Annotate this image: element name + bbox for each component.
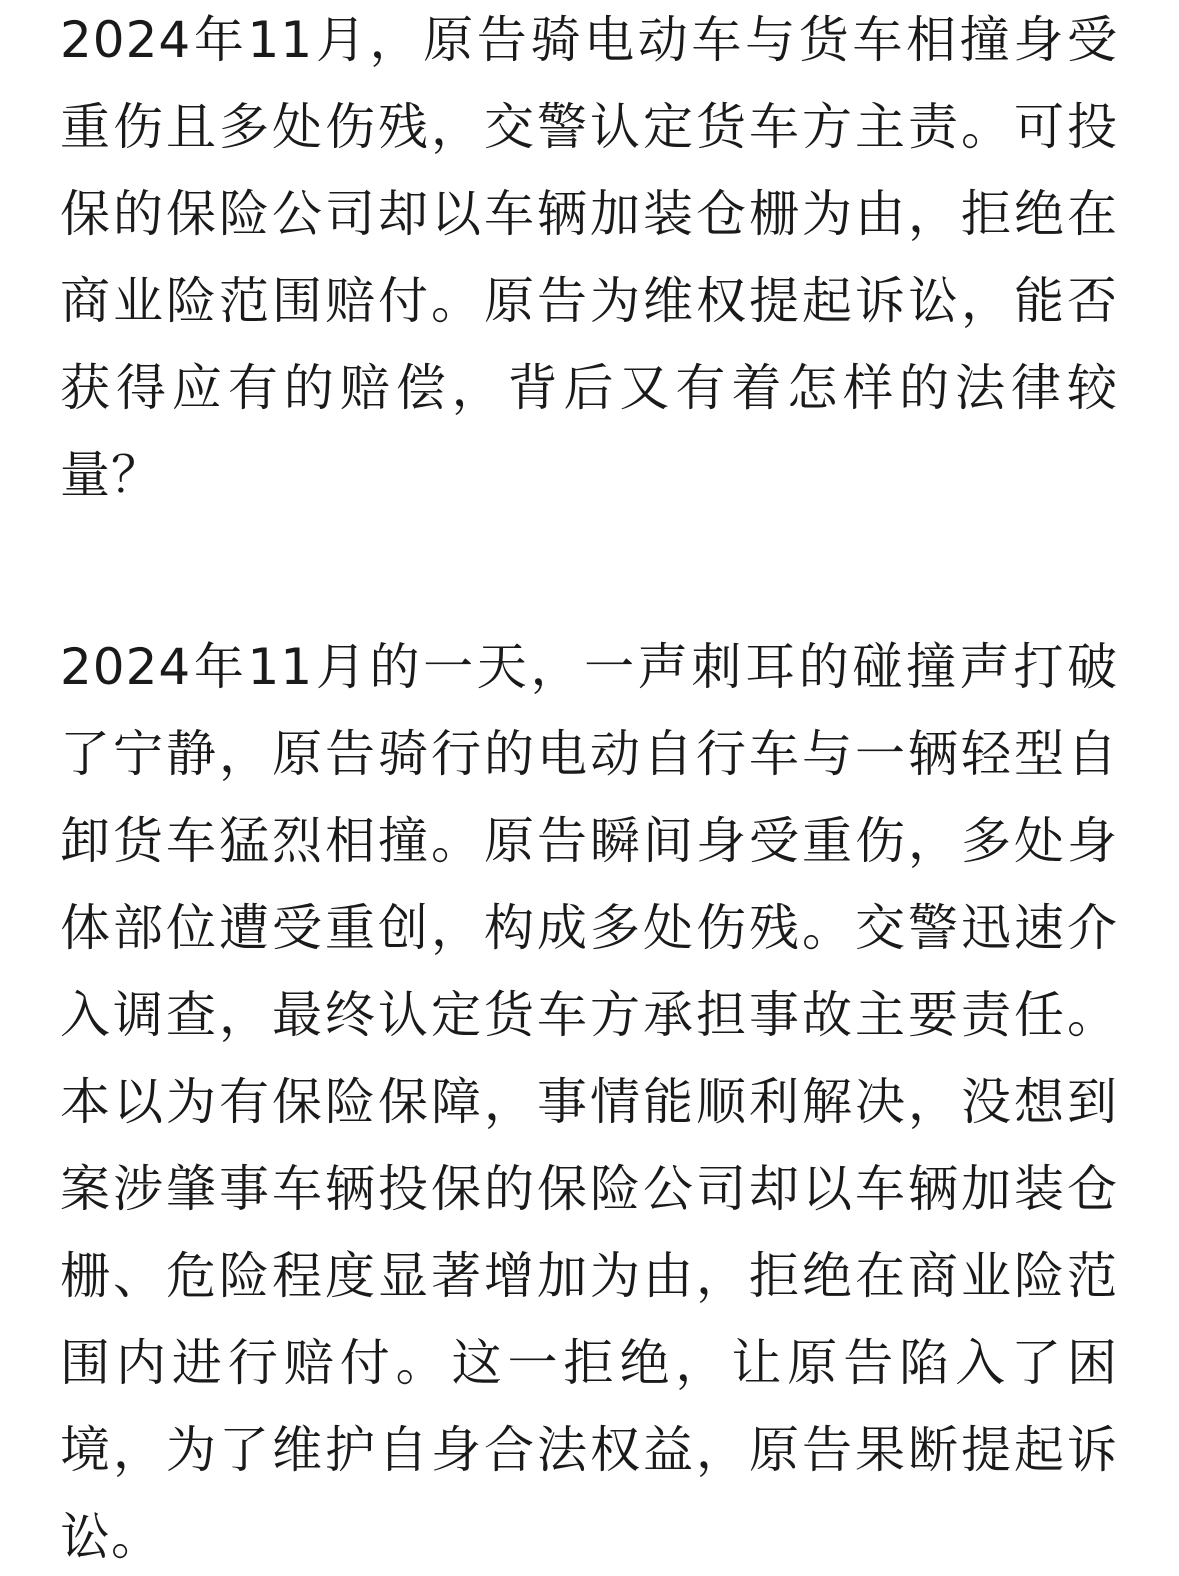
- article-body: [60, 0, 1118, 1576]
- article-paragraph-incident: 2024年11月的一天，一声刺耳的碰撞声打破了宁静，原告骑行的电动自行车与一辆轻型自卸货车猛烈相撞。原告瞬间身受重伤，多处身体部位遭受重创，构成多处伤残。交警迅速介入调查，最终认定货车方承担事故主要责任。本以为有保险保障，事情能顺利解决，没想到案涉肇事车辆投保的保险公司却以车辆加装仓栅、危险程度显著增加为由，拒绝在商业险范围内进行赔付。这一拒绝，让原告陷入了困境，为了维护自身合法权益，原告果断提起诉讼。: [60, 638, 1118, 1566]
- article-paragraph-summary: 2024年11月，原告骑电动车与货车相撞身受重伤且多处伤残，交警认定货车方主责。可投保的保险公司却以车辆加装仓栅为由，拒绝在商业险范围赔付。原告为维权提起诉讼，能否获得应有的赔偿，背后又有着怎样的法律较量？: [60, 11, 1118, 504]
